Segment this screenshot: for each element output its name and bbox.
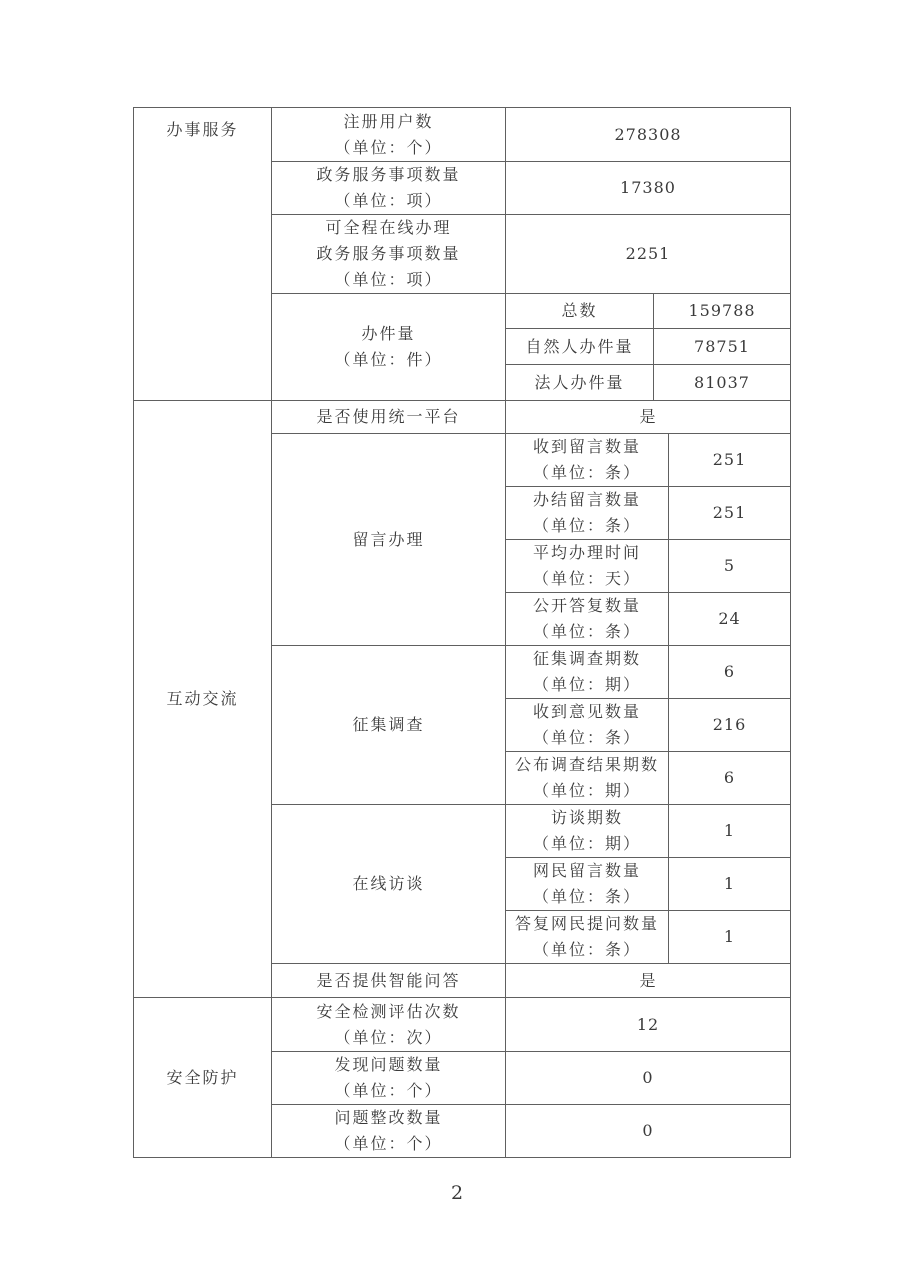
item-label-line2: 政务服务事项数量 xyxy=(316,244,461,263)
subrow-results-published-label-cell xyxy=(506,752,669,805)
item-label: 问题整改数量 xyxy=(334,1108,443,1127)
row-security-assessments-label-cell xyxy=(272,998,506,1052)
subrow-survey-periods-label-cell xyxy=(506,646,669,699)
subrow-interview-periods-label-cell xyxy=(506,805,669,858)
category-security: 安全防护 xyxy=(134,998,272,1158)
item-unit: （单位：项） xyxy=(334,270,443,289)
item-unit: （单位：期） xyxy=(532,675,641,694)
group-message-handling-label: 留言办理 xyxy=(272,434,506,646)
group-interviews-label: 在线访谈 xyxy=(272,805,506,964)
subrow-messages-resolved-value: 251 xyxy=(669,487,791,540)
subrow-messages-received-label-cell xyxy=(506,434,669,487)
item-label: 政务服务事项数量 xyxy=(316,165,461,184)
item-unit: （单位：个） xyxy=(334,137,443,157)
row-unified-platform-value: 是 xyxy=(506,401,791,434)
item-label: 可全程在线办理 xyxy=(325,218,452,237)
group-label: 办件量 xyxy=(361,324,416,343)
row-registered-users-value: 278308 xyxy=(506,108,791,162)
row-smart-qa-label: 是否提供智能问答 xyxy=(272,964,506,998)
subrow-public-replies-label-cell xyxy=(506,593,669,646)
item-unit: （单位：条） xyxy=(532,622,641,641)
item-unit: （单位：次） xyxy=(334,1027,443,1047)
subrow-public-replies-value: 24 xyxy=(669,593,791,646)
item-label: 平均办理时间 xyxy=(532,543,641,562)
item-label: 征集调查期数 xyxy=(532,649,641,668)
subrow-questions-answered-value: 1 xyxy=(669,911,791,964)
subrow-legal-person-label: 法人办件量 xyxy=(506,365,654,401)
item-unit: （单位：个） xyxy=(334,1134,443,1153)
item-label: 收到留言数量 xyxy=(532,437,641,456)
row-problems-found-label-cell xyxy=(272,1052,506,1105)
item-label: 收到意见数量 xyxy=(532,702,641,721)
subrow-messages-resolved-label-cell xyxy=(506,487,669,540)
group-unit: （单位：件） xyxy=(334,350,443,369)
subrow-avg-processing-time-value: 5 xyxy=(669,540,791,593)
item-unit: （单位：条） xyxy=(532,728,641,747)
group-transactions-label-cell xyxy=(272,294,506,401)
row-online-service-items-value: 2251 xyxy=(506,215,791,294)
item-unit: （单位：期） xyxy=(532,834,641,853)
group-surveys-label: 征集调查 xyxy=(272,646,506,805)
subrow-messages-received-value: 251 xyxy=(669,434,791,487)
row-security-assessments-value: 12 xyxy=(506,998,791,1052)
row-problems-rectified-label-cell xyxy=(272,1105,506,1158)
item-unit: （单位：天） xyxy=(532,569,641,588)
subrow-opinions-received-value: 216 xyxy=(669,699,791,752)
item-unit: （单位：期） xyxy=(532,781,641,800)
category-service: 办事服务 xyxy=(134,108,272,401)
item-unit: （单位：条） xyxy=(532,940,641,959)
page-number: 2 xyxy=(450,1182,464,1204)
item-label: 办结留言数量 xyxy=(532,490,641,509)
item-unit: （单位：个） xyxy=(334,1081,443,1100)
item-label: 公布调查结果期数 xyxy=(514,755,659,774)
subrow-results-published-value: 6 xyxy=(669,752,791,805)
subrow-netizen-messages-value: 1 xyxy=(669,858,791,911)
item-unit: （单位：条） xyxy=(532,516,641,535)
row-registered-users-label-cell xyxy=(272,108,506,162)
subrow-survey-periods-value: 6 xyxy=(669,646,791,699)
subrow-netizen-messages-label-cell xyxy=(506,858,669,911)
item-label: 公开答复数量 xyxy=(532,596,641,615)
subrow-natural-person-value: 78751 xyxy=(654,329,791,365)
row-service-items-label-cell xyxy=(272,162,506,215)
subrow-natural-person-label: 自然人办件量 xyxy=(506,329,654,365)
item-unit: （单位：条） xyxy=(532,463,641,482)
row-service-items-value: 17380 xyxy=(506,162,791,215)
row-problems-found-value: 0 xyxy=(506,1052,791,1105)
row-unified-platform-label: 是否使用统一平台 xyxy=(272,401,506,434)
row-online-service-items-label-cell xyxy=(272,215,506,294)
row-problems-rectified-value: 0 xyxy=(506,1105,791,1158)
subrow-opinions-received-label-cell xyxy=(506,699,669,752)
item-label: 安全检测评估次数 xyxy=(316,1001,461,1021)
subrow-avg-processing-time-label-cell xyxy=(506,540,669,593)
subrow-questions-answered-label-cell xyxy=(506,911,669,964)
subrow-total-value: 159788 xyxy=(654,294,791,329)
item-label: 访谈期数 xyxy=(550,808,623,827)
item-label: 答复网民提问数量 xyxy=(514,914,659,933)
subrow-legal-person-value: 81037 xyxy=(654,365,791,401)
row-smart-qa-value: 是 xyxy=(506,964,791,998)
category-interaction: 互动交流 xyxy=(134,401,272,998)
subrow-interview-periods-value: 1 xyxy=(669,805,791,858)
item-unit: （单位：项） xyxy=(334,191,443,210)
item-unit: （单位：条） xyxy=(532,887,641,906)
item-label: 网民留言数量 xyxy=(532,861,641,880)
item-label: 发现问题数量 xyxy=(334,1055,443,1074)
item-label: 注册用户数 xyxy=(343,111,434,131)
subrow-total-label: 总数 xyxy=(506,294,654,329)
statistics-table xyxy=(133,107,791,1158)
